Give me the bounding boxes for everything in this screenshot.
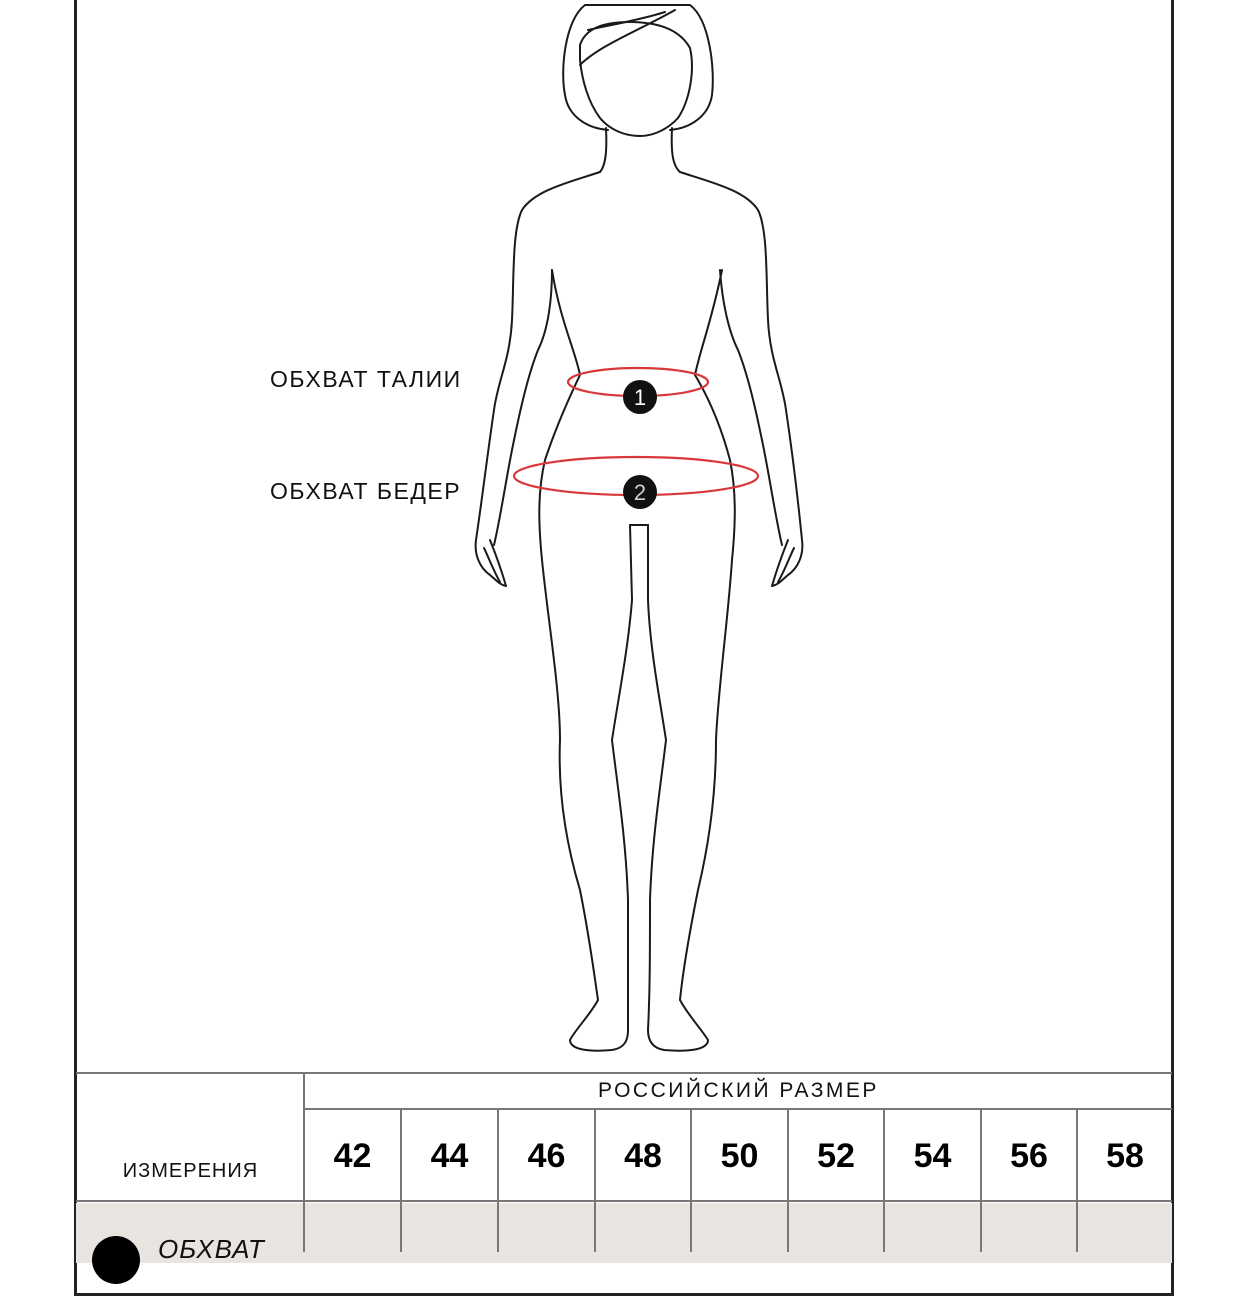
left-leg-outer <box>542 560 628 1051</box>
hair-swoop <box>580 10 675 65</box>
size-cell: 58 <box>1106 1136 1144 1175</box>
face-outline <box>580 22 692 136</box>
size-cell: 56 <box>1010 1136 1048 1175</box>
right-inner-arm <box>720 270 782 545</box>
size-cell: 42 <box>333 1136 372 1175</box>
table-row-divider <box>76 1200 1172 1202</box>
hips-label: ОБХВАТ БЕДЕР <box>270 478 462 504</box>
left-inner-arm <box>494 270 552 545</box>
table-header-title: РОССИЙСКИЙ РАЗМЕР <box>598 1079 879 1102</box>
torso-right <box>695 270 735 560</box>
size-cell: 54 <box>913 1136 952 1175</box>
table-row-header: ИЗМЕРЕНИЯ <box>122 1160 259 1182</box>
row-label: ОБХВАТ <box>158 1234 265 1264</box>
row-marker-circle <box>92 1236 140 1284</box>
table-top-border <box>76 1072 1172 1074</box>
waist-label: ОБХВАТ ТАЛИИ <box>270 366 462 392</box>
table-header-divider <box>305 1108 1172 1110</box>
size-cell: 44 <box>430 1136 469 1175</box>
size-cell: 50 <box>720 1136 759 1175</box>
left-shoulder-arm <box>476 172 600 586</box>
right-leg-inner <box>648 525 666 1030</box>
size-cell: 48 <box>624 1136 662 1175</box>
size-cell: 52 <box>817 1136 855 1175</box>
left-leg-inner <box>612 525 632 1030</box>
hair-outline <box>563 5 713 130</box>
neck-right <box>672 128 680 172</box>
waist-marker-number: 1 <box>633 385 647 410</box>
torso-left <box>539 270 580 560</box>
size-cell: 46 <box>527 1136 566 1175</box>
hips-marker-number: 2 <box>633 480 647 505</box>
neck-left <box>600 128 606 172</box>
right-leg-outer <box>648 560 732 1051</box>
